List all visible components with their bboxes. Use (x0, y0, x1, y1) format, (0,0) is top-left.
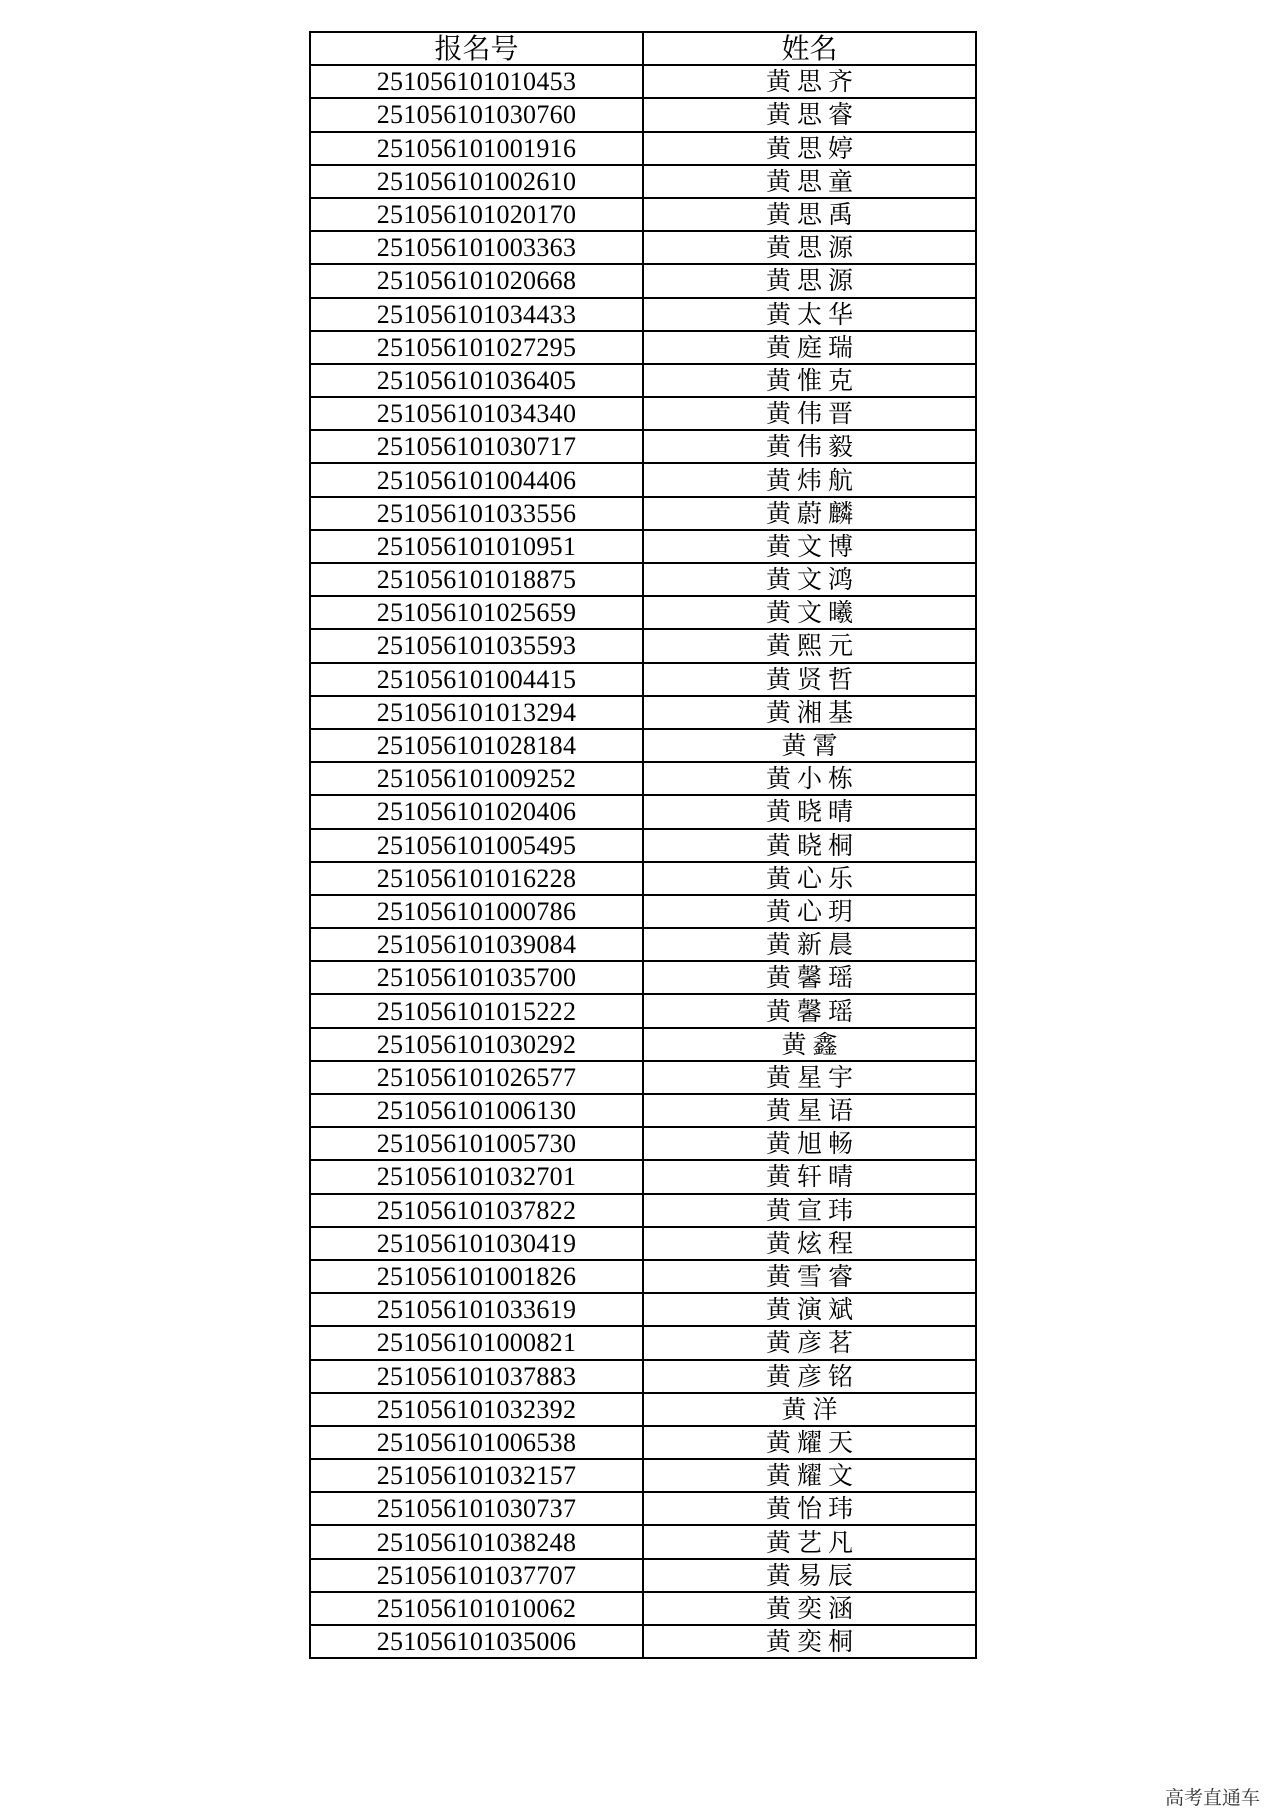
registration-number-cell: 251056101015222 (310, 994, 643, 1027)
registration-number-cell: 251056101037883 (310, 1360, 643, 1393)
table-row (310, 596, 976, 629)
table-row (310, 98, 976, 131)
name-cell: 黄旭畅 (643, 1127, 976, 1160)
registration-number-cell: 251056101013294 (310, 696, 643, 729)
name-cell: 黄霄 (643, 729, 976, 762)
registration-number-cell: 251056101003363 (310, 231, 643, 264)
name-cell: 黄蔚麟 (643, 497, 976, 530)
name-cell: 黄奕桐 (643, 1625, 976, 1658)
name-cell: 黄太华 (643, 298, 976, 331)
registration-number-cell: 251056101032701 (310, 1160, 643, 1193)
registration-number-cell: 251056101020668 (310, 264, 643, 297)
registration-number-cell: 251056101028184 (310, 729, 643, 762)
name-cell: 黄彦铭 (643, 1360, 976, 1393)
name-cell: 黄庭瑞 (643, 331, 976, 364)
name-cell: 黄雪睿 (643, 1260, 976, 1293)
registration-number-cell: 251056101037822 (310, 1194, 643, 1227)
registration-number-cell: 251056101039084 (310, 928, 643, 961)
table-row (310, 1525, 976, 1558)
registration-number-cell: 251056101025659 (310, 596, 643, 629)
registration-number-cell: 251056101034340 (310, 397, 643, 430)
name-cell: 黄思源 (643, 264, 976, 297)
table-row (310, 1094, 976, 1127)
table-row (310, 729, 976, 762)
name-cell: 黄思童 (643, 165, 976, 198)
registration-number-cell: 251056101006130 (310, 1094, 643, 1127)
table-row (310, 1492, 976, 1525)
name-cell: 黄伟毅 (643, 430, 976, 463)
table-row (310, 231, 976, 264)
registration-number-cell: 251056101005730 (310, 1127, 643, 1160)
table-row (310, 198, 976, 231)
registration-number-cell: 251056101030419 (310, 1227, 643, 1260)
name-cell: 黄耀文 (643, 1459, 976, 1492)
table-row (310, 961, 976, 994)
admission-list-table (309, 31, 977, 1659)
registration-number-cell: 251056101018875 (310, 563, 643, 596)
table-row (310, 65, 976, 98)
table-row (310, 1426, 976, 1459)
table-row (310, 497, 976, 530)
registration-number-cell: 251056101036405 (310, 364, 643, 397)
registration-number-cell: 251056101004415 (310, 663, 643, 696)
table-row (310, 1127, 976, 1160)
registration-number-cell: 251056101000821 (310, 1326, 643, 1359)
name-cell: 黄鑫 (643, 1028, 976, 1061)
name-cell: 黄晓桐 (643, 829, 976, 862)
table-row (310, 165, 976, 198)
name-cell: 黄思睿 (643, 98, 976, 131)
table-header (310, 32, 976, 65)
registration-number-cell: 251056101032157 (310, 1459, 643, 1492)
registration-number-cell: 251056101030292 (310, 1028, 643, 1061)
name-cell: 黄馨瑶 (643, 961, 976, 994)
name-cell: 黄文博 (643, 530, 976, 563)
table-row (310, 696, 976, 729)
name-cell: 黄思源 (643, 231, 976, 264)
table-row (310, 132, 976, 165)
registration-number-cell: 251056101030717 (310, 430, 643, 463)
registration-number-cell: 251056101006538 (310, 1426, 643, 1459)
name-cell: 黄思婷 (643, 132, 976, 165)
table-row (310, 829, 976, 862)
table-row (310, 795, 976, 828)
registration-number-cell: 251056101033556 (310, 497, 643, 530)
table-row (310, 430, 976, 463)
registration-number-cell: 251056101026577 (310, 1061, 643, 1094)
registration-number-cell: 251056101010453 (310, 65, 643, 98)
name-cell: 黄小栋 (643, 762, 976, 795)
table-row (310, 1293, 976, 1326)
registration-number-cell: 251056101038248 (310, 1525, 643, 1558)
table-row (310, 1326, 976, 1359)
registration-number-cell: 251056101010062 (310, 1592, 643, 1625)
name-cell: 黄思禹 (643, 198, 976, 231)
name-cell: 黄炜航 (643, 463, 976, 496)
table-row (310, 1160, 976, 1193)
registration-number-cell: 251056101005495 (310, 829, 643, 862)
table-row (310, 1061, 976, 1094)
name-cell: 黄新晨 (643, 928, 976, 961)
registration-number-cell: 251056101001826 (310, 1260, 643, 1293)
table-row (310, 762, 976, 795)
table-row (310, 629, 976, 662)
name-cell: 黄怡玮 (643, 1492, 976, 1525)
table-row (310, 994, 976, 1027)
registration-number-cell: 251056101035593 (310, 629, 643, 662)
name-cell: 黄彦茗 (643, 1326, 976, 1359)
registration-number-cell: 251056101020170 (310, 198, 643, 231)
registration-number-cell: 251056101030760 (310, 98, 643, 131)
registration-number-cell: 251056101004406 (310, 463, 643, 496)
registration-number-cell: 251056101016228 (310, 862, 643, 895)
table-row (310, 1625, 976, 1658)
table-row (310, 397, 976, 430)
table-row (310, 1592, 976, 1625)
table-row (310, 1260, 976, 1293)
name-cell: 黄惟克 (643, 364, 976, 397)
registration-number-cell: 251056101035006 (310, 1625, 643, 1658)
table-row (310, 663, 976, 696)
registration-number-cell: 251056101027295 (310, 331, 643, 364)
table-row (310, 1227, 976, 1260)
registration-number-cell: 251056101034433 (310, 298, 643, 331)
name-cell: 黄奕涵 (643, 1592, 976, 1625)
table-row (310, 1459, 976, 1492)
table-row (310, 530, 976, 563)
table-row (310, 928, 976, 961)
name-cell: 黄轩晴 (643, 1160, 976, 1193)
name-cell: 黄文曦 (643, 596, 976, 629)
name-cell: 黄熙元 (643, 629, 976, 662)
registration-number-cell: 251056101009252 (310, 762, 643, 795)
name-cell: 黄艺凡 (643, 1525, 976, 1558)
table-body (310, 65, 976, 1658)
registration-number-cell: 251056101035700 (310, 961, 643, 994)
registration-number-cell: 251056101002610 (310, 165, 643, 198)
name-cell: 黄晓晴 (643, 795, 976, 828)
name-cell: 黄星宇 (643, 1061, 976, 1094)
table-row (310, 264, 976, 297)
registration-number-cell: 251056101033619 (310, 1293, 643, 1326)
name-cell: 黄星语 (643, 1094, 976, 1127)
name-cell: 黄文鸿 (643, 563, 976, 596)
registration-number-cell: 251056101037707 (310, 1559, 643, 1592)
registration-number-cell: 251056101020406 (310, 795, 643, 828)
name-cell: 黄伟晋 (643, 397, 976, 430)
table-row (310, 1360, 976, 1393)
name-cell: 黄耀天 (643, 1426, 976, 1459)
table-row (310, 862, 976, 895)
name-cell: 黄心玥 (643, 895, 976, 928)
table-row (310, 563, 976, 596)
table-row (310, 463, 976, 496)
registration-number-cell: 251056101010951 (310, 530, 643, 563)
header-row (310, 32, 976, 65)
table-row (310, 1559, 976, 1592)
watermark-text: 高考直通车 (1164, 1787, 1260, 1809)
name-cell: 黄易辰 (643, 1559, 976, 1592)
registration-number-cell: 251056101032392 (310, 1393, 643, 1426)
table-row (310, 331, 976, 364)
name-cell: 黄贤哲 (643, 663, 976, 696)
column-header-registration-number: 报名号 (310, 32, 643, 65)
table-row (310, 895, 976, 928)
name-cell: 黄湘基 (643, 696, 976, 729)
name-cell: 黄宣玮 (643, 1194, 976, 1227)
table-row (310, 1194, 976, 1227)
registration-number-cell: 251056101000786 (310, 895, 643, 928)
name-cell: 黄炫程 (643, 1227, 976, 1260)
table-row (310, 364, 976, 397)
name-cell: 黄馨瑶 (643, 994, 976, 1027)
table-row (310, 1393, 976, 1426)
name-cell: 黄演斌 (643, 1293, 976, 1326)
table-row (310, 298, 976, 331)
name-cell: 黄洋 (643, 1393, 976, 1426)
name-cell: 黄思齐 (643, 65, 976, 98)
registration-number-cell: 251056101030737 (310, 1492, 643, 1525)
registration-number-cell: 251056101001916 (310, 132, 643, 165)
table-row (310, 1028, 976, 1061)
column-header-name: 姓名 (643, 32, 976, 65)
name-cell: 黄心乐 (643, 862, 976, 895)
